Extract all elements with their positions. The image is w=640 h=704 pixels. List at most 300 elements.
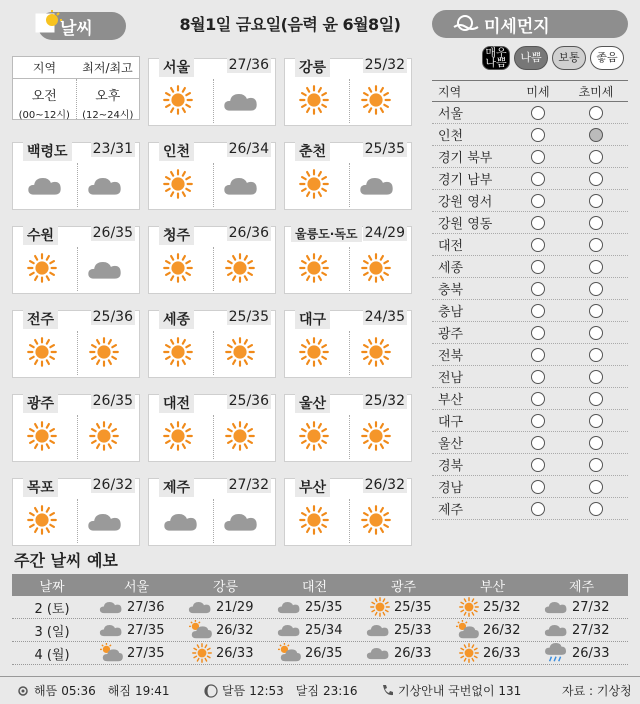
weekly-table (12, 574, 628, 665)
dust-header-pm25: 초미세 (578, 84, 614, 99)
city-card (284, 394, 412, 462)
sunrise-time: 05:36 (61, 683, 96, 698)
status-dot (531, 502, 545, 516)
city-temp: 27/36 (228, 57, 269, 73)
status-dot (531, 304, 545, 318)
city-temp: 25/35 (364, 141, 405, 157)
sun-icon (27, 337, 57, 367)
pm10-status (510, 237, 566, 252)
legend-card (12, 56, 140, 120)
divider (77, 415, 78, 459)
cloud-icon (544, 600, 568, 614)
sun-icon (361, 85, 391, 115)
city-card (12, 310, 140, 378)
divider (213, 415, 214, 459)
pm25-status (566, 369, 626, 384)
pm-weather (225, 337, 255, 371)
city-name: 인천 (159, 141, 194, 161)
sun-icon (361, 505, 391, 535)
city-name: 울산 (295, 393, 330, 413)
status-dot (589, 216, 603, 230)
status-dot (531, 106, 545, 120)
dust-row (432, 102, 628, 124)
weather-header (38, 12, 126, 40)
pm-weather (223, 91, 259, 117)
weekly-temp: 27/32 (572, 599, 610, 615)
pm-weather (361, 85, 391, 119)
am-weather (27, 175, 63, 201)
status-dot (589, 282, 603, 296)
dust-region: 충북 (438, 283, 464, 298)
divider (213, 79, 214, 123)
weekly-cell (270, 600, 359, 615)
status-dot (531, 458, 545, 472)
pm10-status (510, 193, 566, 208)
moonrise-label: 달뜸 (222, 684, 246, 698)
dust-row (432, 212, 628, 234)
sun-icon (163, 85, 193, 115)
weekly-city-header: 부산 (479, 579, 506, 595)
weekly-day: 3 (일) (34, 624, 70, 640)
status-dot (589, 106, 603, 120)
city-temp: 26/34 (228, 141, 269, 157)
weekly-row (12, 619, 628, 642)
am-weather (163, 169, 193, 203)
sun-icon (299, 505, 329, 535)
weekly-temp: 26/33 (394, 645, 432, 661)
pm10-status (510, 501, 566, 516)
divider (213, 163, 214, 207)
pm-weather (225, 421, 255, 455)
am-weather (299, 169, 329, 203)
city-card (148, 226, 276, 294)
city-name: 서울 (159, 57, 194, 77)
dust-row (432, 322, 628, 344)
sun-cloud-icon (34, 10, 64, 36)
dust-region: 대전 (438, 239, 464, 254)
am-weather (27, 253, 57, 287)
weekly-cell (92, 643, 181, 662)
city-temp: 25/35 (228, 309, 269, 325)
city-card (284, 142, 412, 210)
pm10-status (510, 413, 566, 428)
weekly-cell (537, 623, 626, 638)
dust-header (432, 10, 628, 38)
dust-region: 광주 (438, 327, 464, 342)
dust-title: 미세먼지 (484, 16, 550, 37)
weekly-cell (537, 643, 626, 662)
sun-icon (89, 337, 119, 367)
pm25-status (566, 237, 626, 252)
status-dot (589, 304, 603, 318)
dust-region: 경남 (438, 481, 464, 496)
divider (349, 331, 350, 375)
weekly-cell (270, 623, 359, 638)
dust-region: 세종 (438, 261, 464, 276)
city-name: 춘천 (295, 141, 330, 161)
weekly-city-header: 강릉 (212, 579, 239, 595)
dust-row (432, 344, 628, 366)
city-card (148, 58, 276, 126)
status-dot (589, 502, 603, 516)
weekly-cell (359, 646, 448, 661)
weekly-city-header: 광주 (390, 579, 417, 595)
weekly-cell (181, 620, 270, 639)
am-weather (163, 421, 193, 455)
city-name: 광주 (23, 393, 58, 413)
dust-row (432, 278, 628, 300)
dust-region: 전남 (438, 371, 464, 386)
weather-title: 날씨 (60, 18, 93, 39)
sun-icon (361, 253, 391, 283)
city-name: 제주 (159, 477, 194, 497)
dust-row (432, 454, 628, 476)
pm25-status (566, 281, 626, 296)
status-dot (531, 370, 545, 384)
dust-region: 경북 (438, 459, 464, 474)
source: 자료 : 기상청 (562, 684, 632, 698)
dust-row (432, 388, 628, 410)
pm25-status (566, 149, 626, 164)
legend-am: 오전 (00~12시) (13, 79, 77, 119)
city-card (284, 226, 412, 294)
status-dot (531, 348, 545, 362)
weekly-temp: 25/34 (305, 622, 343, 638)
legend-minmax: 최저/최고 (82, 61, 133, 75)
divider (213, 499, 214, 543)
dust-table (432, 80, 628, 520)
status-dot (589, 392, 603, 406)
city-temp: 23/31 (92, 141, 133, 157)
status-dot (531, 238, 545, 252)
dust-row (432, 476, 628, 498)
weekly-cell (448, 620, 537, 639)
dust-legend (482, 46, 624, 70)
city-card (284, 310, 412, 378)
city-name: 청주 (159, 225, 194, 245)
sun-icon (361, 421, 391, 451)
sunset-time: 19:41 (134, 683, 170, 698)
weekly-cell (359, 623, 448, 638)
cloud-icon (359, 175, 395, 197)
pm25-status (566, 259, 626, 274)
city-card (148, 394, 276, 462)
cloud-icon (99, 600, 123, 614)
pm10-status (510, 281, 566, 296)
city-card (148, 310, 276, 378)
city-name: 목포 (23, 477, 58, 497)
cloud-icon (223, 511, 259, 533)
cloud-icon (188, 600, 212, 614)
dust-region: 부산 (438, 393, 464, 408)
weekly-temp: 27/35 (127, 622, 165, 638)
weekly-temp: 27/36 (127, 599, 165, 615)
pm10-status (510, 303, 566, 318)
weekly-cell (181, 643, 270, 663)
dust-row (432, 432, 628, 454)
weekly-title: 주간 날씨 예보 (14, 551, 118, 570)
city-card (148, 142, 276, 210)
weekly-cell (92, 600, 181, 615)
pm25-status (566, 127, 626, 142)
status-dot (531, 150, 545, 164)
divider (349, 499, 350, 543)
pm10-status (510, 457, 566, 472)
status-dot (589, 348, 603, 362)
legend-bad: 나쁨 (514, 46, 548, 70)
pm25-status (566, 435, 626, 450)
dust-row (432, 190, 628, 212)
divider (349, 163, 350, 207)
pm25-status (566, 457, 626, 472)
sun-icon (27, 421, 57, 451)
weekly-temp: 27/32 (572, 622, 610, 638)
city-card (12, 478, 140, 546)
date-label: 8월1일 금요일(음력 윤 6월8일) (179, 15, 401, 34)
dust-region: 강원 영서 (438, 195, 493, 210)
dust-region: 경기 북부 (438, 151, 493, 166)
status-dot (589, 238, 603, 252)
city-temp: 26/32 (364, 477, 405, 493)
am-weather (163, 253, 193, 287)
dust-region: 충남 (438, 305, 464, 320)
pm-weather (89, 421, 119, 455)
status-dot (531, 392, 545, 406)
weekly-row (12, 596, 628, 619)
weekly-cell (270, 643, 359, 662)
sun-icon (459, 643, 479, 663)
pm25-status (566, 479, 626, 494)
dust-icon (450, 13, 480, 35)
sun-icon (163, 169, 193, 199)
weekly-day: 2 (토) (34, 601, 70, 617)
weekly-cell (92, 623, 181, 638)
sun-icon (225, 337, 255, 367)
sun-icon (163, 337, 193, 367)
status-dot (589, 128, 603, 142)
pm-weather (87, 175, 123, 201)
weekly-city-header: 제주 (568, 579, 595, 595)
pm-weather (359, 175, 395, 201)
dust-region: 제주 (438, 503, 464, 518)
pm25-status (566, 171, 626, 186)
dust-row (432, 256, 628, 278)
sun-icon (299, 85, 329, 115)
dust-row (432, 146, 628, 168)
sun-icon (192, 643, 212, 663)
sun-icon (163, 421, 193, 451)
pm25-status (566, 347, 626, 362)
city-temp: 25/32 (364, 393, 405, 409)
am-weather (27, 337, 57, 371)
pm25-status (566, 413, 626, 428)
sun-icon (370, 597, 390, 617)
status-dot (589, 480, 603, 494)
city-temp: 26/36 (228, 225, 269, 241)
pm25-status (566, 303, 626, 318)
city-name: 수원 (23, 225, 58, 245)
dust-row (432, 234, 628, 256)
dust-header-pm10: 미세 (526, 84, 550, 99)
weekly-temp: 25/32 (483, 599, 521, 615)
city-card (12, 142, 140, 210)
weekly-temp: 26/32 (483, 622, 521, 638)
dust-row (432, 300, 628, 322)
sun-times (16, 682, 170, 699)
dust-row (432, 498, 628, 520)
status-dot (589, 370, 603, 384)
status-dot (589, 172, 603, 186)
sun-icon (459, 597, 479, 617)
sun-icon (27, 253, 57, 283)
sun-icon (163, 253, 193, 283)
city-temp: 26/32 (92, 477, 133, 493)
dust-region: 강원 영동 (438, 217, 493, 232)
dust-row (432, 124, 628, 146)
divider (349, 79, 350, 123)
weekly-temp: 26/33 (216, 645, 254, 661)
dust-region: 서울 (438, 107, 464, 122)
status-dot (531, 172, 545, 186)
legend-very-bad: 매우 나쁨 (482, 46, 510, 70)
city-name: 전주 (23, 309, 58, 329)
city-temp: 25/36 (92, 309, 133, 325)
city-card (284, 58, 412, 126)
status-dot (531, 282, 545, 296)
pm-weather (225, 253, 255, 287)
divider (213, 331, 214, 375)
city-temp: 27/32 (228, 477, 269, 493)
pm10-status (510, 435, 566, 450)
weekly-temp: 25/35 (305, 599, 343, 615)
status-dot (531, 436, 545, 450)
weekly-cell (448, 643, 537, 663)
sun-icon (27, 505, 57, 535)
status-dot (589, 260, 603, 274)
status-dot (531, 216, 545, 230)
am-weather (27, 421, 57, 455)
pm-weather (87, 259, 123, 285)
pm10-status (510, 105, 566, 120)
moon-icon (204, 684, 218, 698)
pm-weather (87, 511, 123, 537)
sun-cloud-icon (455, 620, 479, 639)
weekly-temp: 26/33 (572, 645, 610, 661)
dust-row (432, 366, 628, 388)
pm-weather (361, 505, 391, 539)
weekly-day: 4 (월) (34, 647, 70, 663)
weekly-temp: 26/33 (483, 645, 521, 661)
city-temp: 24/29 (364, 225, 405, 241)
city-name: 백령도 (23, 141, 72, 161)
pm10-status (510, 215, 566, 230)
status-dot (589, 414, 603, 428)
pm10-status (510, 127, 566, 142)
legend-pm: 오후 (12~24시) (82, 89, 134, 121)
city-temp: 26/35 (92, 393, 133, 409)
cloud-icon (366, 646, 390, 660)
weekly-day-header: 날짜 (39, 579, 65, 595)
dust-region: 전북 (438, 349, 464, 364)
weekly-temp: 21/29 (216, 599, 254, 615)
pm10-status (510, 259, 566, 274)
cloud-icon (87, 175, 123, 197)
moonset-label: 달짐 (295, 684, 319, 698)
pm10-status (510, 479, 566, 494)
cloud-icon (163, 511, 199, 533)
sun-cloud-icon (99, 643, 123, 662)
moonset-time: 23:16 (322, 683, 358, 698)
pm10-status (510, 149, 566, 164)
dust-region: 인천 (438, 129, 464, 144)
city-temp: 26/35 (92, 225, 133, 241)
status-dot (589, 458, 603, 472)
city-name: 강릉 (295, 57, 330, 77)
status-dot (589, 326, 603, 340)
divider (349, 247, 350, 291)
sunset-label: 해짐 (107, 684, 131, 698)
status-dot (531, 194, 545, 208)
pm10-status (510, 171, 566, 186)
moonrise-time: 12:53 (249, 683, 284, 698)
pm-weather (223, 175, 259, 201)
phone-info (380, 682, 521, 699)
city-temp: 24/35 (364, 309, 405, 325)
am-weather (299, 505, 329, 539)
am-weather (163, 85, 193, 119)
pm10-status (510, 391, 566, 406)
pm-weather (361, 253, 391, 287)
status-dot (589, 150, 603, 164)
cloud-icon (277, 600, 301, 614)
weekly-temp: 25/35 (394, 599, 432, 615)
dust-region: 울산 (438, 437, 464, 452)
sun-icon (299, 337, 329, 367)
pm-weather (361, 421, 391, 455)
city-card (148, 478, 276, 546)
pm25-status (566, 193, 626, 208)
pm-weather (89, 337, 119, 371)
cloud-icon (277, 623, 301, 637)
city-temp: 25/32 (364, 57, 405, 73)
divider (77, 331, 78, 375)
weekly-cell (181, 600, 270, 615)
cloud-icon (87, 511, 123, 533)
am-weather (163, 511, 199, 537)
legend-good: 좋음 (590, 46, 624, 70)
city-name: 대구 (295, 309, 330, 329)
dust-table-header (432, 80, 628, 102)
legend-normal: 보통 (552, 46, 586, 70)
cloud-icon (544, 623, 568, 637)
dust-row (432, 168, 628, 190)
divider (77, 163, 78, 207)
status-dot (531, 260, 545, 274)
sun-icon (299, 421, 329, 451)
status-dot (589, 194, 603, 208)
dust-header-region: 지역 (438, 84, 462, 99)
sun-icon (361, 337, 391, 367)
status-dot (531, 326, 545, 340)
weekly-cell (537, 600, 626, 615)
pm-weather (361, 337, 391, 371)
weekly-cell (448, 597, 537, 617)
weekly-city-header: 대전 (301, 579, 328, 595)
pm10-status (510, 347, 566, 362)
pm25-status (566, 501, 626, 516)
weekly-temp: 26/35 (305, 645, 343, 661)
pm-weather (223, 511, 259, 537)
